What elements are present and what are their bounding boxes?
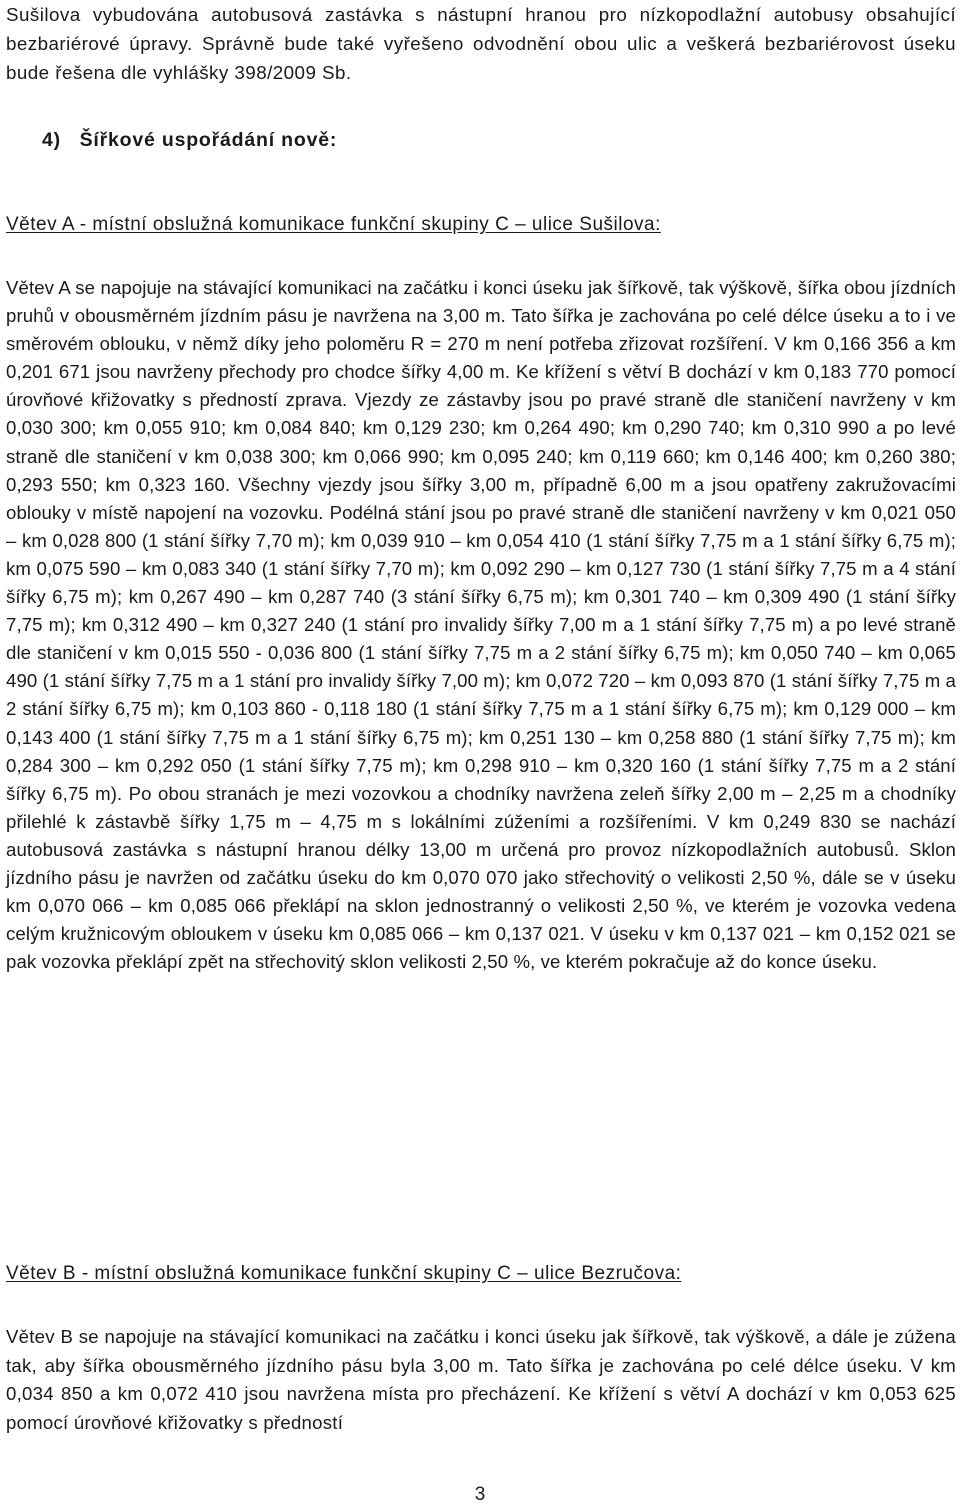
branch-a-paragraph: Větev A se napojuje na stávající komunikaci na začátku i konci úseku jak šířkově, tak výškově, šířka obou jízdních pruhů v obousměrném jízdním pásu je navržena na 3,00 m. Tato šířka je zachována po celé délce úseku a to i ve směrovém oblouku, v němž díky jeho poloměru R = 270 m není potřeba zřizovat rozšíření. V km 0,166 356 a km 0,201 671 jsou navrženy přechody pro chodce šířky 4,00 m. Ke křížení s větví B dochází v km 0,183 770 pomocí úrovňové křižovatky s předností zprava. Vjezdy ze zástavby jsou po pravé straně dle staničení navrženy v km 0,030 300; km 0,055 910; km 0,084 840; km 0,129 230; km 0,264 490; km 0,290 740; km 0,310 990 a po levé straně dle staničení v km 0,038 300; km 0,066 990; km 0,095 240; km 0,119 660; km 0,146 400; km 0,260 380; 0,293 550; km 0,323 160. Všechny vjezdy jsou šířky 3,00 m, případně 6,00 m a jsou opatřeny zakružovacími oblouky v místě napojení na vozovku. Podélná stání jsou po pravé straně dle staničení navrženy v km 0,021 050 – km 0,028 800 (1 stání šířky 7,70 m); km 0,039 910 – km 0,054 410 (1 stání šířky 7,75 m a 1 stání šířky 6,75 m); km 0,075 590 – km 0,083 340 (1 stání šířky 7,70 m); km 0,092 290 – km 0,127 730 (1 stání šířky 7,75 m a 4 stání šířky 6,75 m); km 0,267 490 – km 0,287 740 (3 stání šířky 6,75 m); km 0,301 740 – km 0,309 490 (1 stání šířky 7,75 m); km 0,312 490 – km 0,327 240 (1 stání pro invalidy šířky 7,00 m a 1 stání šířky 7,75 m) a po levé straně dle staničení v km 0,015 550 - 0,036 800 (1 stání šířky 7,75 m a 2 stání šířky 6,75 m); km 0,050 740 – km 0,065 490 (1 stání šířky 7,75 m a 1 stání pro invalidy šířky 7,00 m); km 0,072 720 – km 0,093 870 (1 stání šířky 7,75 m a 2 stání šířky 6,75 m); km 0,103 860 - 0,118 180 (1 stání šířky 7,75 m a 1 stání šířky 6,75 m); km 0,129 000 – km 0,143 400 (1 stání šířky 7,75 m a 1 stání šířky 6,75 m); km 0,251 130 – km 0,258 880 (1 stání šířky 7,75 m); km 0,284 300 – km 0,292 050 (1 stání šířky 7,75 m); km 0,298 910 – km 0,320 160 (1 stání šířky 7,75 m a 2 stání šířky 6,75 m). Po obou stranách je mezi vozovkou a chodníky navržena zeleň šířky 2,00 m – 2,25 m a chodníky přilehlé k zástavbě šířky 1,75 m – 4,75 m s lokálními zúženími a rozšířeními. V km 0,249 830 se nachází autobusová zastávka s nástupní hranou délky 13,00 m určená pro provoz nízkopodlažních autobusů. Sklon jízdního pásu je navržen od začátku úseku do km 0,070 070 jako střechovitý o velikosti 2,50 %, dále se v úseku km 0,070 066 – km 0,085 066 překlápí na sklon jednostranný o velikosti 2,50 %, ve kterém je vozovka vedena celým kružnicovým obloukem v úseku km 0,085 066 – km 0,137 021. V úseku v km 0,137 021 – km 0,152 021 se pak vozovka překlápí zpět na střechovitý sklon velikosti 2,50 %, ve kterém pokračuje až do konce úseku. [6,277,956,973]
branch-a-title: Větev A - místní obslužná komunikace funkční skupiny C – ulice Sušilova: [6,214,661,235]
intro-paragraph: Sušilova vybudována autobusová zastávka s nástupní hranou pro nízkopodlažní autobusy obsahující bezbariérové úpravy. Správně bude také vyřešeno odvodnění obou ulic a veškerá bezbariérovost úseku bude řešena dle vyhlášky 398/2009 Sb. [6,4,956,83]
page-number: 3 [474,1484,486,1505]
branch-b-title: Větev B - místní obslužná komunikace funkční skupiny C – ulice Bezručova: [6,1263,682,1284]
branch-b-paragraph: Větev B se napojuje na stávající komunikaci na začátku i konci úseku jak šířkově, tak výškově, a dále je zúžena tak, aby šířka obousměrného jízdního pásu byla 3,00 m. Tato šířka je zachována po celé délce úseku. V km 0,034 850 a km 0,072 410 jsou navržena místa pro přecházení. Ke křížení s větví A dochází v km 0,053 625 pomocí úrovňové křižovatky s předností [6,1326,956,1433]
section-heading: 4) Šířkové uspořádání nově: [42,129,338,151]
